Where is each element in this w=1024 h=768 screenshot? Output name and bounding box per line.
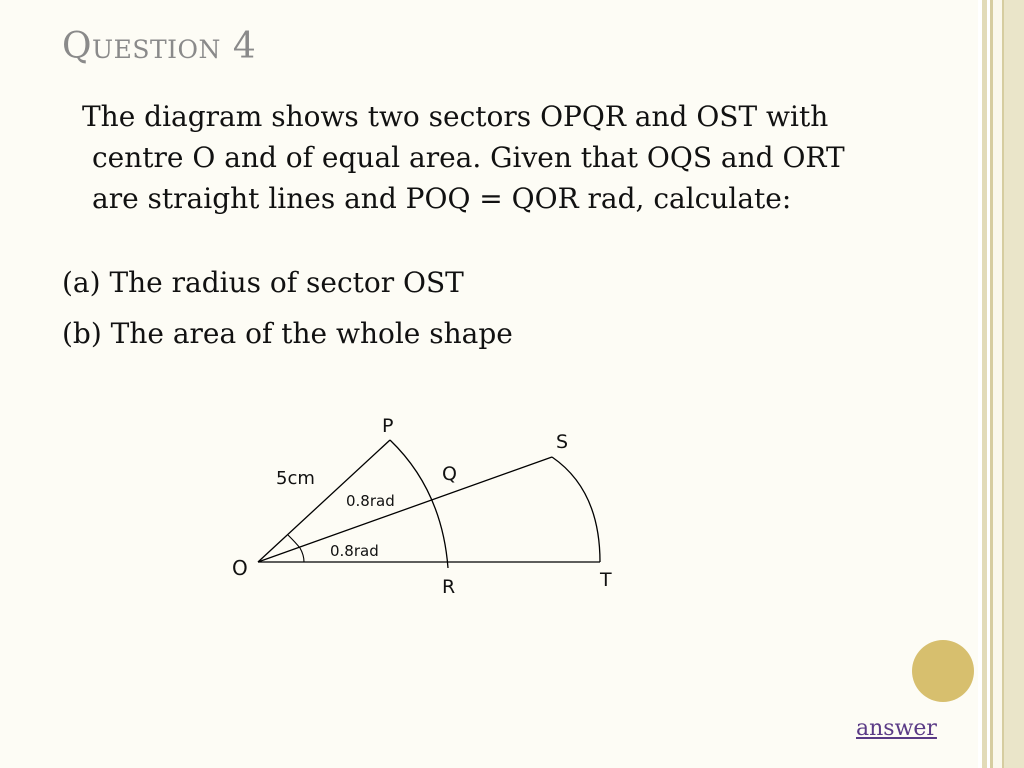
decorative-side-stripes <box>978 0 1024 768</box>
angle-marker-top <box>288 535 300 548</box>
arc-ST <box>552 457 600 562</box>
slide-title: Question 4 <box>62 26 257 67</box>
question-part-a: (a) The radius of sector OST <box>62 266 464 299</box>
label-radius: 5cm <box>276 468 315 489</box>
question-paragraph: The diagram shows two sectors OPQR and OST with centre O and of equal area. Given that OQS and ORT are straight lines and POQ = QOR rad, calculate: <box>82 100 845 215</box>
label-T: T <box>600 569 612 591</box>
label-angle-top: 0.8rad <box>346 492 395 510</box>
label-angle-bottom: 0.8rad <box>330 542 379 560</box>
label-S: S <box>556 431 569 453</box>
label-Q: Q <box>442 463 457 485</box>
decorative-circle <box>912 640 974 702</box>
label-P: P <box>382 415 394 437</box>
angle-marker-bottom <box>300 548 304 562</box>
answer-link[interactable]: answer <box>856 716 937 741</box>
label-O: O <box>232 556 248 580</box>
question-part-b: (b) The area of the whole shape <box>62 317 513 350</box>
sector-diagram <box>220 400 640 610</box>
label-R: R <box>442 576 456 598</box>
